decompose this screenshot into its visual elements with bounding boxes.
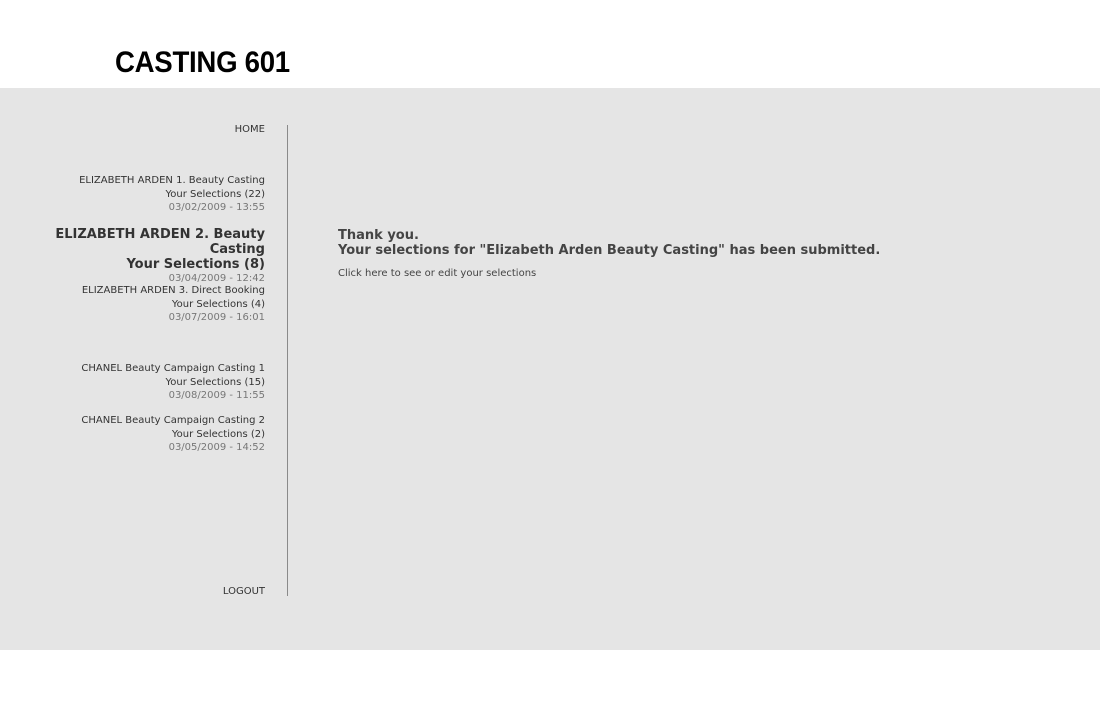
casting-item-2-active[interactable] <box>0 227 265 286</box>
casting-date: 03/04/2009 - 12:42 <box>168 273 265 284</box>
casting-item-5[interactable] <box>81 414 265 455</box>
casting-date: 03/08/2009 - 11:55 <box>168 390 265 401</box>
casting-item-3[interactable] <box>82 284 265 325</box>
content-area <box>0 88 1100 650</box>
casting-selections[interactable]: Your Selections (15) <box>165 376 265 388</box>
casting-selections[interactable]: Your Selections (8) <box>126 257 265 272</box>
thank-you-heading: Thank you. <box>338 228 419 243</box>
casting-selections[interactable]: Your Selections (2) <box>171 428 265 440</box>
casting-title[interactable]: CHANEL Beauty Campaign Casting 2 <box>81 415 265 426</box>
logout-link[interactable]: LOGOUT <box>222 586 265 597</box>
casting-title[interactable]: CHANEL Beauty Campaign Casting 1 <box>81 363 265 374</box>
site-header <box>0 0 1100 88</box>
casting-date: 03/02/2009 - 13:55 <box>168 202 265 213</box>
edit-selections-link[interactable]: Click here to see or edit your selections <box>338 268 537 279</box>
sidebar-nav <box>0 88 265 650</box>
submitted-message: Your selections for "Elizabeth Arden Beauty Casting" has been submitted. <box>338 242 881 258</box>
casting-title[interactable]: ELIZABETH ARDEN 2. Beauty Casting <box>55 227 265 257</box>
casting-item-1[interactable] <box>79 174 265 215</box>
casting-date: 03/05/2009 - 14:52 <box>168 442 265 453</box>
casting-selections[interactable]: Your Selections (4) <box>171 298 265 310</box>
sidebar-divider <box>287 125 288 596</box>
site-logo[interactable]: CASTING 601 <box>115 46 290 79</box>
casting-selections[interactable]: Your Selections (22) <box>165 188 265 200</box>
confirmation-panel <box>338 229 880 280</box>
casting-title[interactable]: ELIZABETH ARDEN 3. Direct Booking <box>81 285 265 296</box>
casting-item-4[interactable] <box>81 362 265 403</box>
home-link[interactable]: HOME <box>234 124 265 135</box>
casting-date: 03/07/2009 - 16:01 <box>168 312 265 323</box>
casting-title[interactable]: ELIZABETH ARDEN 1. Beauty Casting <box>79 175 265 186</box>
